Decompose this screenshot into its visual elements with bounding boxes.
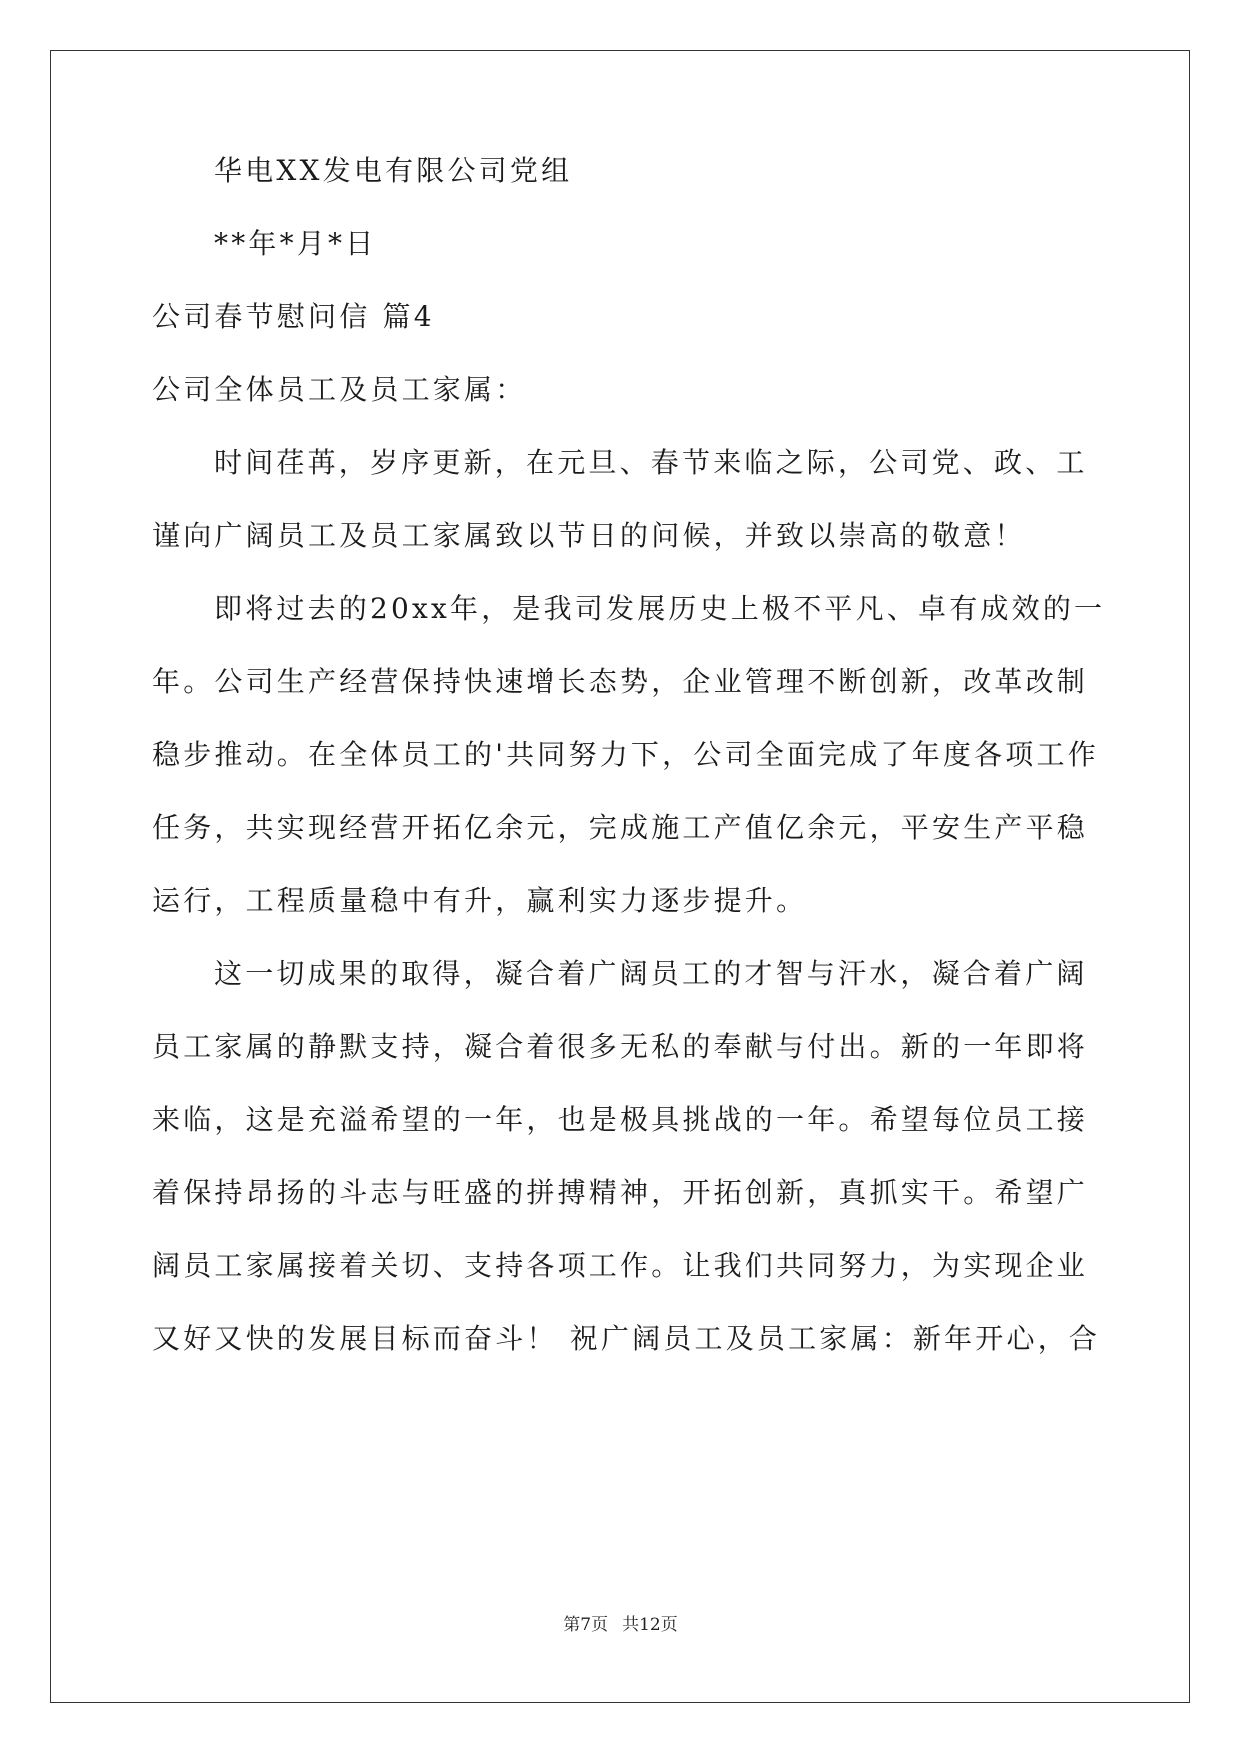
body-line: 时间荏苒，岁序更新，在元旦、春节来临之际，公司党、政、工 xyxy=(214,446,1088,479)
body-line: 着保持昂扬的斗志与旺盛的拼搏精神，开拓创新，真抓实干。希望广 xyxy=(152,1176,1089,1209)
body-line: 员工家属的静默支持，凝合着很多无私的奉献与付出。新的一年即将 xyxy=(152,1030,1089,1063)
page-number-total: 共12页 xyxy=(622,1615,678,1635)
body-line: 即将过去的20xx年，是我司发展历史上极不平凡、卓有成效的一 xyxy=(214,592,1106,625)
body-line: 稳步推动。在全体员工的'共同努力下，公司全面完成了年度各项工作 xyxy=(152,738,1099,771)
body-line: 来临，这是充溢希望的一年，也是极具挑战的一年。希望每位员工接 xyxy=(152,1103,1089,1136)
body-line: 运行，工程质量稳中有升，赢利实力逐步提升。 xyxy=(152,884,808,917)
body-line: 阔员工家属接着关切、支持各项工作。让我们共同努力，为实现企业 xyxy=(152,1249,1089,1282)
body-line: 年。公司生产经营保持快速增长态势，企业管理不断创新，改革改制 xyxy=(152,665,1089,698)
body-line: 又好又快的发展目标而奋斗！ 祝广阔员工及员工家属：新年开心，合 xyxy=(152,1322,1101,1355)
body-line: 谨向广阔员工及员工家属致以节日的问候，并致以崇高的敬意！ xyxy=(152,519,1026,552)
date-line: **年*月*日 xyxy=(214,227,377,260)
page-footer xyxy=(0,1614,1241,1636)
page-number-current: 第7页 xyxy=(563,1615,609,1635)
salutation: 公司全体员工及员工家属： xyxy=(152,373,527,406)
page-border xyxy=(50,50,1190,1703)
body-line: 任务，共实现经营开拓亿余元，完成施工产值亿余元，平安生产平稳 xyxy=(152,811,1089,844)
body-line: 这一切成果的取得，凝合着广阔员工的才智与汗水，凝合着广阔 xyxy=(214,957,1088,990)
sender-org-line: 华电XX发电有限公司党组 xyxy=(214,154,573,187)
section-heading: 公司春节慰问信 篇4 xyxy=(152,300,435,333)
